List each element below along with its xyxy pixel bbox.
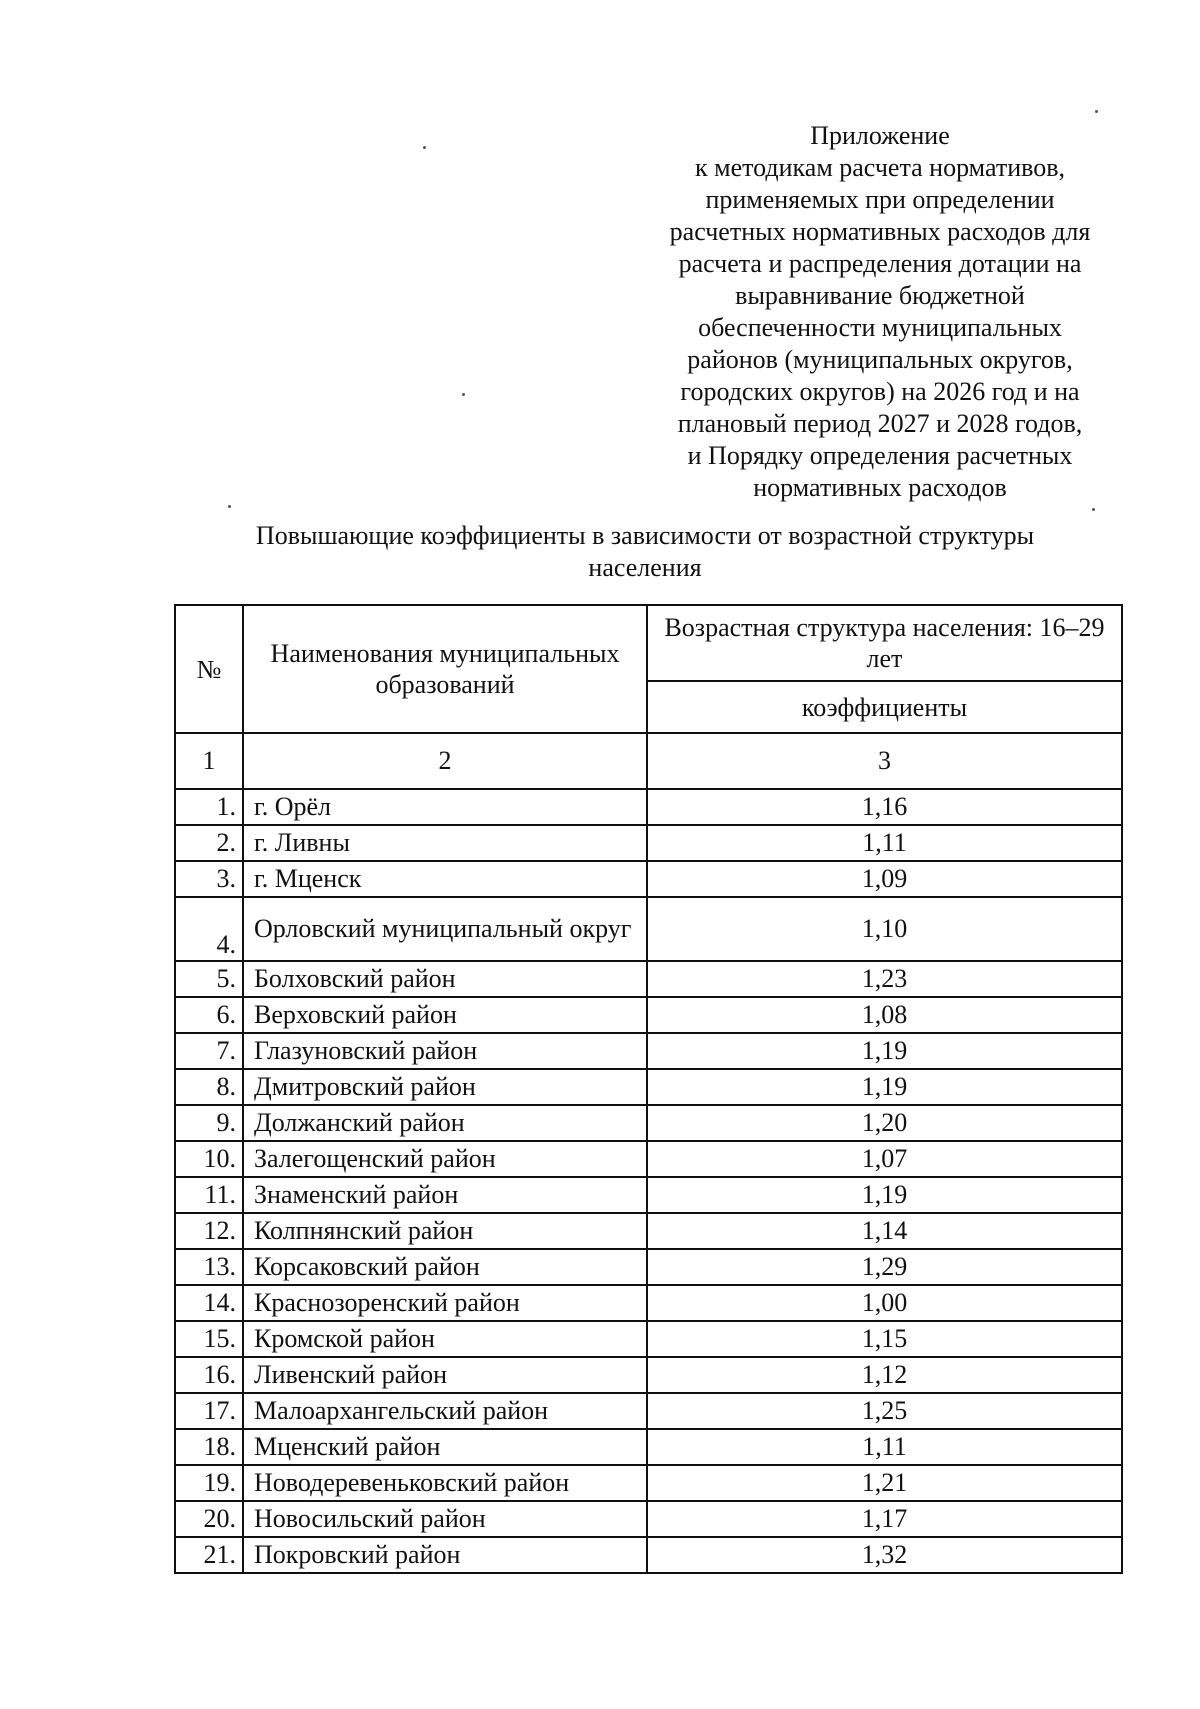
coefficient-value: 1,16	[647, 789, 1122, 825]
coefficient-value: 1,14	[647, 1213, 1122, 1249]
row-number: 12.	[175, 1213, 243, 1249]
table-row	[175, 1069, 1122, 1105]
table-row	[175, 897, 1122, 961]
row-number: 2.	[175, 825, 243, 861]
row-number: 10.	[175, 1141, 243, 1177]
appendix-line: городских округов) на 2026 год и на	[680, 377, 1080, 406]
coefficient-value: 1,07	[647, 1141, 1122, 1177]
appendix-line: обеспеченности муниципальных	[698, 313, 1062, 342]
table-title	[215, 520, 1075, 584]
appendix-line: плановый период 2027 и 2028 годов,	[677, 409, 1083, 438]
row-number: 4.	[175, 897, 243, 961]
row-number: 5.	[175, 961, 243, 997]
row-number: 17.	[175, 1393, 243, 1429]
coefficient-value: 1,20	[647, 1105, 1122, 1141]
row-number: 18.	[175, 1429, 243, 1465]
column-index-row	[175, 733, 1122, 789]
coefficient-value: 1,11	[647, 825, 1122, 861]
appendix-line: и Порядку определения расчетных	[687, 441, 1073, 470]
appendix-line: районов (муниципальных округов,	[687, 345, 1073, 374]
appendix-line: расчета и распределения дотации на	[678, 249, 1082, 278]
municipality-name: Знаменский район	[243, 1177, 647, 1213]
municipality-name: Колпнянский район	[243, 1213, 647, 1249]
scan-speck	[1092, 508, 1095, 511]
row-number: 15.	[175, 1321, 243, 1357]
table-row	[175, 1393, 1122, 1429]
coefficient-value: 1,23	[647, 961, 1122, 997]
coefficient-value: 1,11	[647, 1429, 1122, 1465]
table-row	[175, 1501, 1122, 1537]
header-number: №	[175, 605, 243, 733]
municipality-name: Ливенский район	[243, 1357, 647, 1393]
table-row	[175, 1285, 1122, 1321]
coefficient-value: 1,19	[647, 1069, 1122, 1105]
row-number: 21.	[175, 1537, 243, 1573]
row-number: 1.	[175, 789, 243, 825]
coefficients-table	[174, 604, 1123, 1574]
table-row	[175, 1141, 1122, 1177]
row-number: 6.	[175, 997, 243, 1033]
row-number: 16.	[175, 1357, 243, 1393]
row-number: 19.	[175, 1465, 243, 1501]
coefficient-value: 1,08	[647, 997, 1122, 1033]
row-number: 11.	[175, 1177, 243, 1213]
municipality-name: Глазуновский район	[243, 1033, 647, 1069]
scan-speck	[462, 393, 465, 396]
row-number: 8.	[175, 1069, 243, 1105]
municipality-name: Малоархангельский район	[243, 1393, 647, 1429]
municipality-name: Орловский муниципальный округ	[243, 897, 647, 961]
coefficient-value: 1,00	[647, 1285, 1122, 1321]
municipality-name: Должанский район	[243, 1105, 647, 1141]
table-title-line: Повышающие коэффициенты в зависимости от возрастной структуры	[255, 521, 1035, 550]
municipality-name: Верховский район	[243, 997, 647, 1033]
table-row	[175, 861, 1122, 897]
scan-speck	[228, 505, 231, 508]
table-row	[175, 825, 1122, 861]
column-index-cell: 2	[243, 733, 647, 789]
coefficient-value: 1,25	[647, 1393, 1122, 1429]
header-age-structure: Возрастная структура населения: 16–29 лет	[647, 605, 1122, 681]
table-row	[175, 1249, 1122, 1285]
municipality-name: Новодеревеньковский район	[243, 1465, 647, 1501]
row-number: 14.	[175, 1285, 243, 1321]
row-number: 20.	[175, 1501, 243, 1537]
municipality-name: г. Орёл	[243, 789, 647, 825]
table-row	[175, 1465, 1122, 1501]
appendix-line: Приложение	[810, 121, 950, 150]
appendix-header	[640, 120, 1120, 504]
row-number: 3.	[175, 861, 243, 897]
table-row	[175, 961, 1122, 997]
municipality-name: Кромской район	[243, 1321, 647, 1357]
coefficient-value: 1,15	[647, 1321, 1122, 1357]
row-number: 13.	[175, 1249, 243, 1285]
municipality-name: Залегощенский район	[243, 1141, 647, 1177]
table-row	[175, 997, 1122, 1033]
table-row	[175, 1105, 1122, 1141]
coefficient-value: 1,10	[647, 897, 1122, 961]
appendix-line: расчетных нормативных расходов для	[669, 217, 1091, 246]
municipality-name: Дмитровский район	[243, 1069, 647, 1105]
header-municipality-name: Наименования муниципальных образований	[243, 605, 647, 733]
table-row	[175, 789, 1122, 825]
table-row	[175, 1321, 1122, 1357]
coefficient-value: 1,29	[647, 1249, 1122, 1285]
table-row	[175, 1429, 1122, 1465]
coefficient-value: 1,17	[647, 1501, 1122, 1537]
header-coefficients: коэффициенты	[647, 681, 1122, 733]
municipality-name: Болховский район	[243, 961, 647, 997]
appendix-line: применяемых при определении	[705, 185, 1055, 214]
table-row	[175, 1537, 1122, 1573]
municipality-name: Краснозоренский район	[243, 1285, 647, 1321]
table-row	[175, 1033, 1122, 1069]
appendix-line: нормативных расходов	[753, 473, 1007, 502]
coefficient-value: 1,32	[647, 1537, 1122, 1573]
column-index-cell: 1	[175, 733, 243, 789]
row-number: 7.	[175, 1033, 243, 1069]
coefficient-value: 1,09	[647, 861, 1122, 897]
table-row	[175, 1213, 1122, 1249]
municipality-name: Покровский район	[243, 1537, 647, 1573]
municipality-name: Новосильский район	[243, 1501, 647, 1537]
table-row	[175, 1357, 1122, 1393]
column-index-cell: 3	[647, 733, 1122, 789]
coefficient-value: 1,19	[647, 1177, 1122, 1213]
municipality-name: Мценский район	[243, 1429, 647, 1465]
table-title-line: населения	[588, 553, 702, 582]
scan-speck	[1095, 110, 1098, 113]
row-number: 9.	[175, 1105, 243, 1141]
municipality-name: г. Мценск	[243, 861, 647, 897]
table-row	[175, 1177, 1122, 1213]
scan-speck	[423, 146, 426, 149]
municipality-name: г. Ливны	[243, 825, 647, 861]
appendix-line: выравнивание бюджетной	[735, 281, 1025, 310]
municipality-name: Корсаковский район	[243, 1249, 647, 1285]
appendix-line: к методикам расчета нормативов,	[695, 153, 1065, 182]
coefficient-value: 1,12	[647, 1357, 1122, 1393]
coefficient-value: 1,19	[647, 1033, 1122, 1069]
coefficient-value: 1,21	[647, 1465, 1122, 1501]
